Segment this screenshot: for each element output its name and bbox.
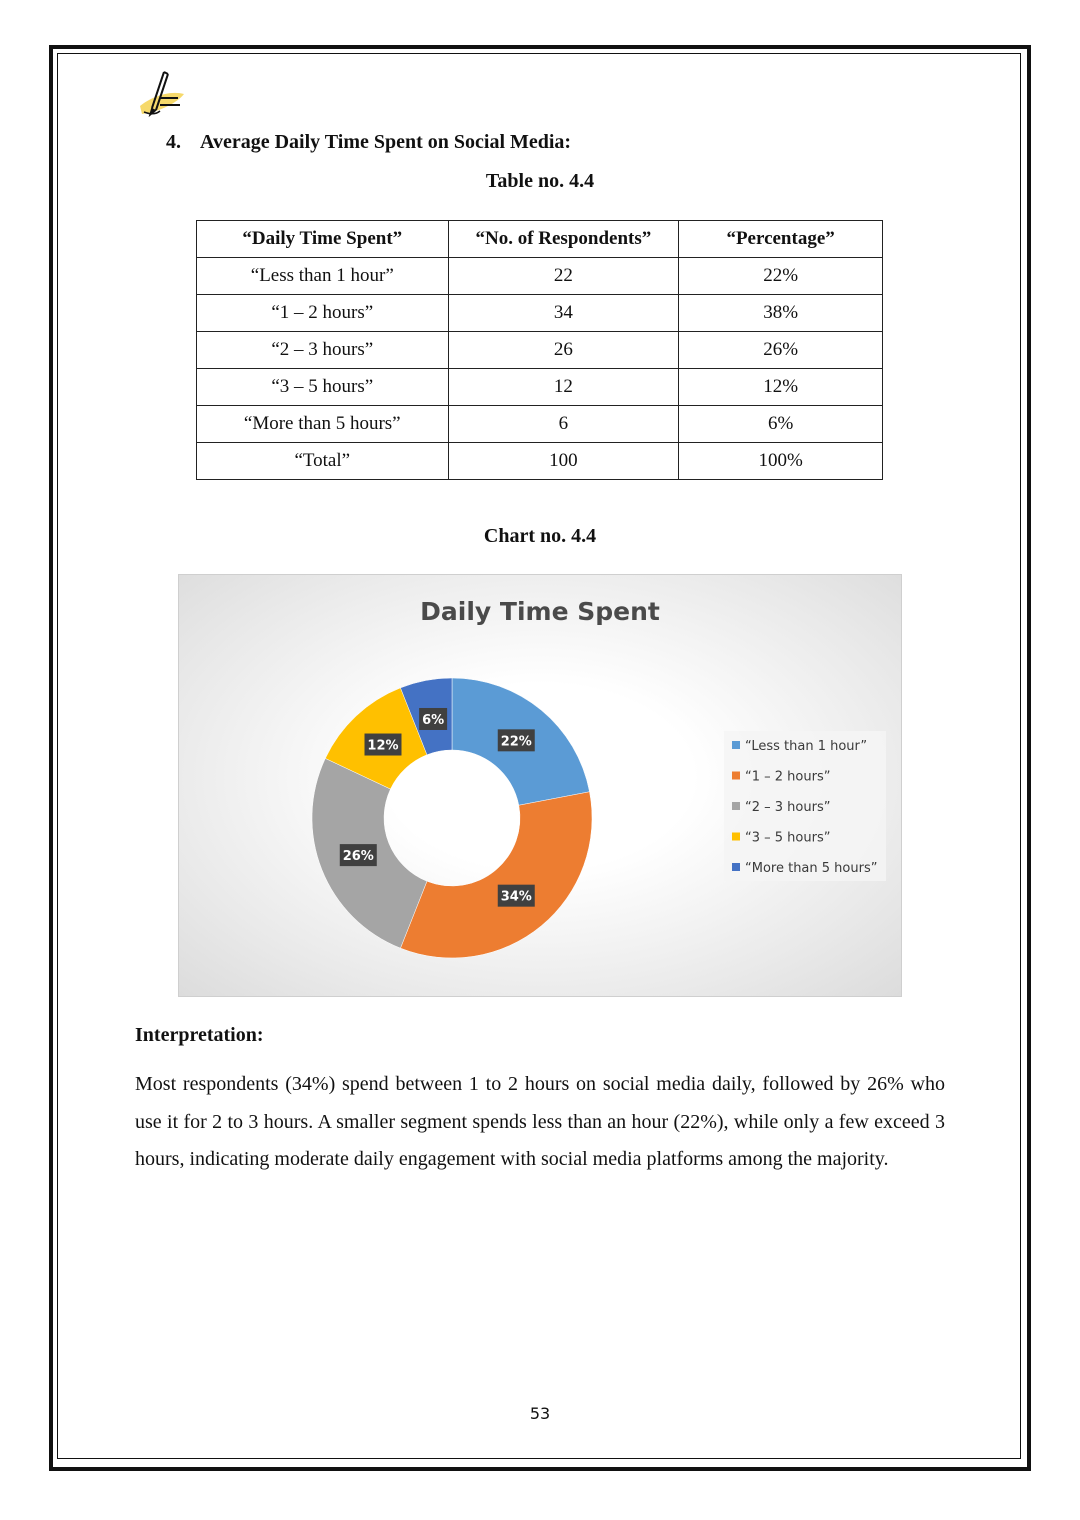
chart-title: Daily Time Spent: [420, 597, 660, 626]
table-row: [197, 258, 883, 295]
chart-data-label-text: 26%: [342, 849, 374, 865]
table-cell: 6: [448, 406, 679, 443]
chart-legend-item: [732, 861, 877, 876]
chart-legend: [724, 731, 886, 881]
chart-data-label: [419, 708, 447, 730]
table-cell: “1 – 2 hours”: [197, 295, 449, 332]
chart-data-label-text: 6%: [422, 712, 445, 728]
chart-slices: [312, 678, 592, 958]
table-cell: “2 – 3 hours”: [197, 332, 449, 369]
chart-legend-label: “2 – 3 hours”: [745, 800, 831, 815]
chart-legend-item: [732, 800, 830, 815]
chart-legend-label: “1 – 2 hours”: [745, 769, 831, 785]
chart-legend-swatch: [732, 863, 740, 871]
section-heading: [166, 131, 571, 154]
table-header-cell: “Daily Time Spent”: [197, 221, 449, 258]
page-number: 53: [529, 1404, 551, 1423]
chart-legend-item: [732, 770, 830, 785]
chart-data-label: [340, 844, 377, 866]
doughnut-chart: [178, 574, 902, 997]
table-header-cell: “Percentage”: [679, 221, 883, 258]
chart-data-label-text: 12%: [367, 738, 399, 754]
table-caption: Table no. 4.4: [485, 170, 595, 192]
chart-legend-label: “More than 5 hours”: [745, 861, 878, 876]
chart-legend-swatch: [732, 833, 740, 841]
table-cell: “Total”: [197, 443, 449, 480]
chart-legend-swatch: [732, 802, 740, 810]
section-number: 4.: [166, 131, 181, 153]
chart-legend-swatch: [732, 772, 740, 780]
chart-data-label: [498, 729, 535, 751]
interpretation-title: Interpretation:: [135, 1024, 264, 1046]
table-cell: 26: [448, 332, 679, 369]
table-cell: 38%: [679, 295, 883, 332]
chart-data-label: [364, 734, 401, 756]
table-row: [197, 406, 883, 443]
table-cell: 22: [448, 258, 679, 295]
section-title: Average Daily Time Spent on Social Media:: [200, 131, 572, 153]
table-cell: 12: [448, 369, 679, 406]
table-header-row: [197, 221, 883, 258]
table-cell: “Less than 1 hour”: [197, 258, 449, 295]
chart-canvas: [179, 575, 901, 996]
chart-data-label-text: 22%: [500, 734, 532, 750]
table-header-cell: “No. of Respondents”: [448, 221, 679, 258]
table-cell: 34: [448, 295, 679, 332]
chart-legend-label: “Less than 1 hour”: [745, 739, 868, 754]
table-cell: 22%: [679, 258, 883, 295]
table-cell: 26%: [679, 332, 883, 369]
chart-legend-item: [732, 831, 830, 846]
chart-legend-swatch: [732, 741, 740, 749]
chart-legend-label: “3 – 5 hours”: [745, 830, 831, 846]
pen-writing-icon: [134, 68, 188, 118]
table-total-row: [197, 443, 883, 480]
table-cell: 12%: [679, 369, 883, 406]
chart-data-label-text: 34%: [500, 889, 532, 905]
table-cell: 100%: [679, 443, 883, 480]
table-row: [197, 295, 883, 332]
table-cell: “More than 5 hours”: [197, 406, 449, 443]
table-row: [197, 369, 883, 406]
interpretation-paragraph: Most respondents (34%) spend between 1 to 2 hours on social media daily, followed by 26% who use it for 2 to 3 hours. A smaller segment spends less than an hour (22%), while only a few exceed 3 hours, indicating moderate daily engagement with social media platforms among the majority.: [135, 1073, 945, 1170]
chart-legend-item: [732, 739, 867, 754]
chart-slice: [400, 792, 592, 958]
table-row: [197, 332, 883, 369]
chart-data-label: [498, 885, 535, 907]
table-cell: 100: [448, 443, 679, 480]
table-cell: 6%: [679, 406, 883, 443]
respondents-table: [196, 220, 883, 480]
table-cell: “3 – 5 hours”: [197, 369, 449, 406]
chart-caption: Chart no. 4.4: [483, 525, 597, 547]
